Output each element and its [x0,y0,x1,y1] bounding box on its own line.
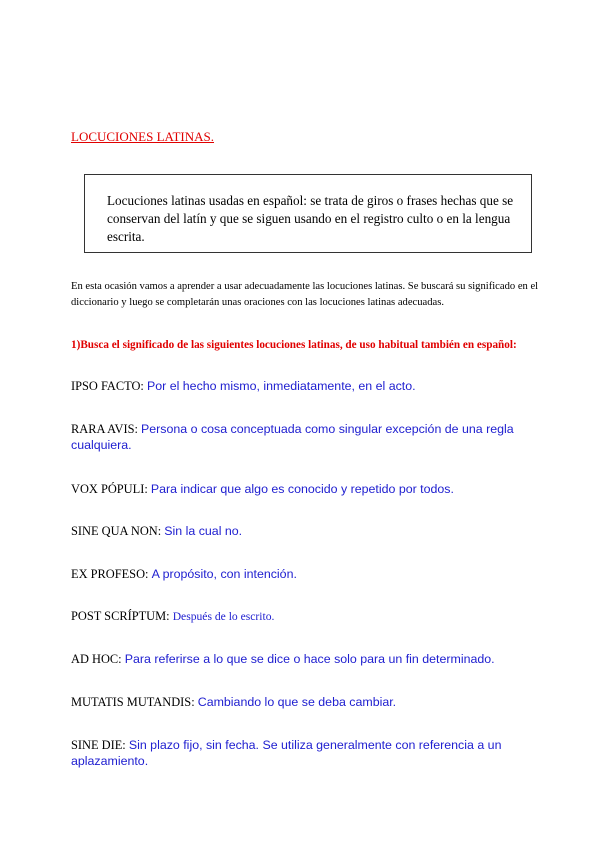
entry-definition: Cambiando lo que se deba cambiar. [197,695,397,709]
entry-term: POST SCRÍPTUM: [71,609,173,623]
entry-term: RARA AVIS: [71,422,142,436]
entry-definition: A propósito, con intención. [151,567,297,581]
entry-term: SINE DIE: [71,738,129,752]
entry-definition: Después de lo escrito. [172,610,275,623]
entry-definition: Para indicar que algo es conocido y repetido por todos. [150,482,454,496]
entry-sine-die [71,737,541,769]
entry-mutatis-mutandis [71,694,541,710]
entry-ad-hoc [71,651,541,667]
entry-ipso-facto [71,378,541,394]
entry-term: VOX PÓPULI: [71,482,151,496]
entry-definition: Por el hecho mismo, inmediatamente, en el acto. [146,379,416,393]
intro-paragraph: En esta ocasión vamos a aprender a usar adecuadamente las locuciones latinas. Se buscará su significado en el diccionario y luego se completarán unas oraciones con las locuciones latinas adecuadas. [71,281,539,308]
entry-vox-populi [71,481,541,497]
entry-term: IPSO FACTO: [71,379,147,393]
entry-term: MUTATIS MUTANDIS: [71,695,198,709]
entry-term: SINE QUA NON: [71,524,165,538]
entry-definition: Sin la cual no. [164,524,243,538]
entry-term: AD HOC: [71,652,125,666]
intro-box [84,174,532,253]
entry-term: EX PROFESO: [71,567,152,581]
document-title: LOCUCIONES LATINAS. [71,129,214,144]
entry-post-scriptum [71,608,541,625]
entry-sine-qua-non [71,523,541,539]
task-heading: 1)Busca el significado de las siguientes locuciones latinas, de uso habitual también en español: [71,339,517,351]
entry-definition: Persona o cosa conceptuada como singular excepción de una regla cualquiera. [71,422,514,452]
entry-definition: Sin plazo fijo, sin fecha. Se utiliza generalmente con referencia a un aplazamiento. [71,738,502,768]
entry-definition: Para referirse a lo que se dice o hace solo para un fin determinado. [124,652,495,666]
entry-rara-avis [71,421,541,453]
entry-ex-profeso [71,566,541,582]
intro-box-text: Locuciones latinas usadas en español: se trata de giros o frases hechas que se conservan del latín y que se siguen usando en el registro culto o en la lengua escrita. [107,193,514,244]
